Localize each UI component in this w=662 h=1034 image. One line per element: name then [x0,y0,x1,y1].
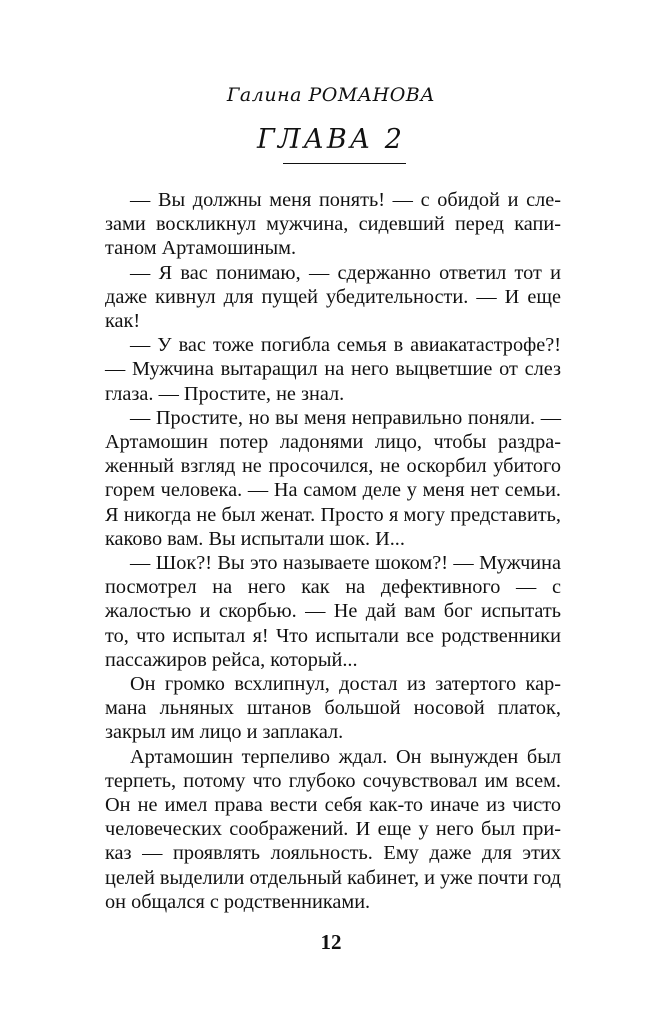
paragraph: Артамошин терпеливо ждал. Он вынужден был терпеть, потому что глубоко сочувствовал им всем. Он не имел права вести себя как-то иначе из чисто человеческих соображений. И еще у него был приказ — проявлять лояльность. Ему даже для этих целей выделили отдельный кабинет, и уже почти год он общался с родственниками. [105,745,561,913]
page-number: 12 [320,930,342,954]
running-header-author: Галина РОМАНОВА [226,84,436,106]
paragraph: — Простите, но вы меня неправильно поняли. — Артамошин потер ладонями лицо, чтобы раздраженный взгляд не просочился, не оскорбил убитого горем человека. — На самом деле у меня нет семьи. Я никогда не был женат. Просто я могу представить, каково вам. Вы испытали шок. И... [105,406,561,550]
paragraph: — У вас тоже погибла семья в авиакатастрофе?! — Мужчина вытаращил на него выцветшие от слез глаза. — Простите, не знал. [105,334,561,405]
chapter-underline [283,163,406,164]
paragraph: — Я вас понимаю, — сдержанно ответил тот и даже кивнул для пущей убедительности. — И еще как! [105,261,561,333]
body-text [105,188,561,914]
paragraph: — Вы должны меня понять! — с обидой и слезами воскликнул мужчина, сидевший перед капитаном Артамошиным. [105,189,561,260]
chapter-title: ГЛАВА 2 [257,124,405,155]
paragraph: Он громко всхлипнул, достал из затертого кармана льняных штанов большой носовой платок, закрыл им лицо и заплакал. [105,673,561,744]
paragraph: — Шок?! Вы это называете шоком?! — Мужчина посмотрел на него как на дефективного — с жалостью и скорбью. — Не дай вам бог испытать то, что испытал я! Что испытали все родственники пассажиров рейса, который... [105,552,561,671]
